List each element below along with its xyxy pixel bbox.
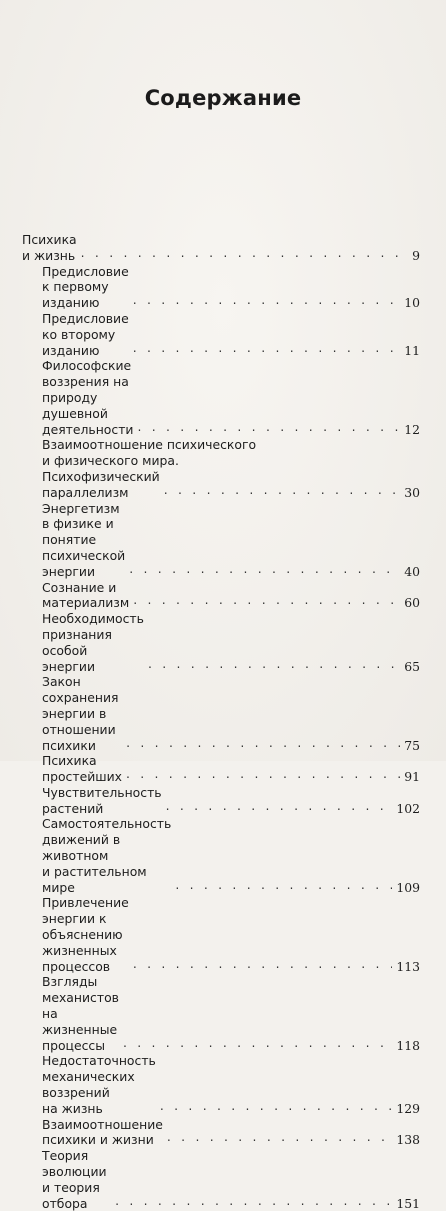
toc-entry-title-line: душевной деятельности	[42, 405, 134, 437]
toc-entry	[42, 1148, 420, 1211]
toc-entry-title-line: Психика и жизнь	[22, 232, 77, 263]
toc-entry-title	[42, 974, 119, 1053]
dot-leader	[123, 1035, 392, 1051]
dot-leader	[160, 1098, 392, 1114]
toc-page-number: 60	[404, 595, 420, 611]
toc-page-number: 12	[404, 421, 420, 437]
toc-entry-title-line: Закон сохранения энергии в отношении	[42, 674, 119, 737]
toc-entry	[42, 469, 420, 501]
toc-entry	[42, 501, 420, 580]
toc-entry-title-line: Самостоятельность движений в животном	[42, 816, 172, 864]
toc-entry-title-line: психики	[42, 737, 96, 753]
dot-leader	[164, 482, 400, 498]
toc-entry-title-line: Предисловие ко второму изданию	[42, 310, 129, 358]
dot-leader	[148, 656, 400, 672]
toc-entry	[42, 358, 420, 437]
toc-entry-title-line: Психика простейших	[42, 753, 122, 785]
page-title: Содержание	[144, 86, 302, 110]
toc-entry	[42, 753, 420, 785]
toc-entry-title	[42, 753, 122, 785]
toc-entry-title	[42, 469, 160, 501]
toc-entry-title	[42, 264, 129, 311]
toc-entry-title-line: процессы	[42, 1037, 106, 1053]
toc-entry-title-line: и физического мира.	[42, 453, 179, 469]
toc-page-number: 102	[396, 800, 420, 816]
toc-page-number: 11	[404, 342, 420, 358]
toc-entry-title	[22, 232, 77, 264]
toc-entry-title	[42, 311, 129, 358]
toc-entry	[42, 895, 420, 974]
toc-entry	[42, 580, 420, 612]
toc-entry-title-line: Энергетизм в физике и понятие	[42, 500, 120, 548]
toc-entry	[42, 674, 420, 753]
toc-entry-title-line: Философские воззрения на природу	[42, 358, 132, 405]
toc-entry	[42, 1053, 420, 1116]
toc-entry-title	[42, 580, 129, 612]
toc-entry-title-line: Психофизический параллелизм	[42, 468, 160, 500]
toc-entry-title	[42, 674, 122, 753]
dot-leader	[166, 798, 393, 814]
toc-page-number: 40	[404, 563, 420, 579]
toc-entry	[42, 974, 420, 1053]
toc-page-number: 10	[404, 295, 420, 311]
toc-entry-title	[42, 816, 171, 895]
toc-entry-title-line: Привлечение энергии к объяснению	[42, 895, 129, 943]
toc-page-number: 9	[412, 247, 420, 263]
toc-page-number: 30	[404, 484, 420, 500]
toc-page-number: 113	[396, 958, 420, 974]
toc-entry-title-line: и растительном мире	[42, 863, 147, 895]
toc-entry-title	[42, 611, 144, 674]
toc-entry-title	[42, 785, 162, 817]
toc-entry-title-line: Сознание и материализм	[42, 579, 130, 611]
toc-entry-title-line: Недостаточность механических воззрений	[42, 1053, 156, 1101]
toc-page-number: 91	[404, 769, 420, 785]
toc-entry-title-line: жизненных процессов	[42, 942, 117, 974]
dot-leader	[129, 561, 400, 577]
toc-entry-title-line: Взаимоотношение психики и жизни	[42, 1116, 163, 1148]
toc-page-number: 138	[396, 1132, 420, 1148]
dot-leader	[115, 1193, 392, 1209]
toc-entry-title	[42, 1148, 111, 1211]
toc-entry-title-line: Взгляды механистов на жизненные	[42, 974, 119, 1037]
toc-entry-title-line: на жизнь	[42, 1100, 103, 1116]
toc-entry	[42, 785, 420, 817]
dot-leader	[133, 956, 393, 972]
toc-page-number: 118	[396, 1037, 420, 1053]
toc-entry-title	[42, 1117, 163, 1149]
toc-entry-title	[42, 501, 125, 580]
dot-leader	[133, 592, 400, 608]
dot-leader	[175, 877, 392, 893]
table-of-contents	[22, 232, 420, 1211]
toc-entry	[42, 816, 420, 895]
toc-entry-title-line: Необходимость признания особой энергии	[42, 611, 144, 674]
toc-page-number: 151	[396, 1195, 420, 1211]
toc-entry-title	[42, 358, 133, 437]
toc-entry-title-line: Взаимоотношение психического	[42, 437, 257, 453]
toc-entry	[42, 611, 420, 674]
toc-entry-title-line: Теория эволюции и теория отбора	[42, 1148, 107, 1211]
dot-leader	[126, 766, 400, 782]
toc-entry-title-line: Чувствительность растений	[42, 784, 162, 816]
dot-leader	[167, 1129, 392, 1145]
toc-entry	[22, 232, 420, 264]
dot-leader	[133, 340, 401, 356]
dot-leader	[137, 419, 400, 435]
toc-entry-title-line: психической энергии	[42, 547, 126, 579]
toc-page-number: 65	[404, 658, 420, 674]
toc-page-number: 129	[396, 1100, 420, 1116]
toc-entry-title	[42, 895, 129, 974]
toc-page-number: 75	[404, 737, 420, 753]
dot-leader	[126, 735, 400, 751]
toc-page-number: 109	[396, 879, 420, 895]
toc-entry	[42, 311, 420, 358]
toc-entry	[42, 437, 420, 469]
toc-entry-title	[42, 437, 256, 469]
toc-entry	[42, 1117, 420, 1149]
toc-entry	[42, 264, 420, 311]
toc-entry-title	[42, 1053, 156, 1116]
dot-leader	[81, 245, 408, 261]
dot-leader	[133, 292, 401, 308]
toc-entry-title-line: Предисловие к первому изданию	[42, 263, 129, 311]
